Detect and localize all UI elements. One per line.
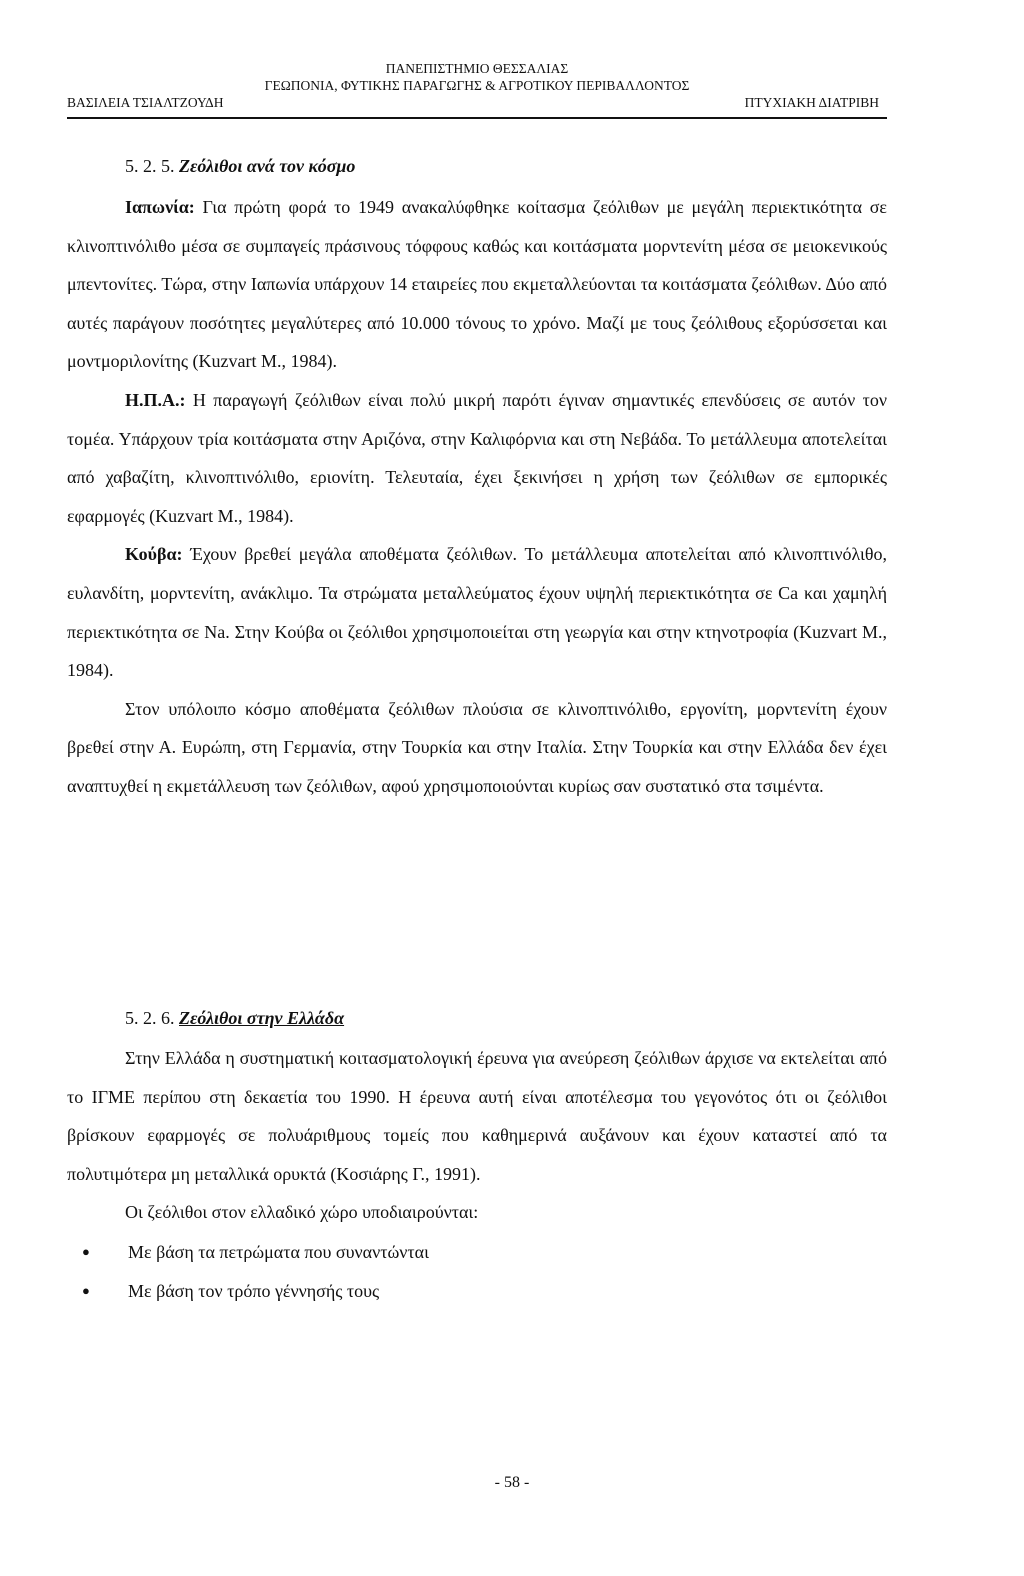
- section-number: 5. 2. 6.: [125, 1008, 175, 1028]
- header-rule: [67, 117, 887, 119]
- label-japan: Ιαπωνία:: [125, 197, 195, 217]
- text-cuba: Έχουν βρεθεί μεγάλα αποθέματα ζεόλιθων. Το μετάλλευμα αποτελείται από κλινοπτινόλιθο, ευλανδίτη, μορντενίτη, ανάκλιμο. Τα στρώματα μεταλλεύματος έχουν υψηλή περιεκτικότητα σε Ca και χαμηλή περιεκτικότητα σε Na. Στην Κούβα οι ζεόλιθοι χρησιμοποιείται στη γεωργία και στην κτηνοτροφία (Kuzvart M., 1984).: [67, 544, 888, 681]
- paragraph-usa: [67, 381, 887, 535]
- paragraph-intro: Οι ζεόλιθοι στον ελλαδικό χώρο υποδιαιρούνται:: [125, 1202, 479, 1223]
- section-title: Ζεόλιθοι στην Ελλάδα: [179, 1008, 345, 1028]
- thesis-type: ΠΤΥΧΙΑΚΗ ΔΙΑΤΡΙΒΗ: [744, 95, 879, 110]
- paragraph-japan: [67, 188, 887, 381]
- section-525-body: [67, 188, 887, 806]
- section-heading-525: [125, 156, 355, 177]
- label-cuba: Κούβα:: [125, 544, 183, 565]
- text-usa: Η παραγωγή ζεόλιθων είναι πολύ μικρή παρότι έγιναν σημαντικές επενδύσεις σε αυτόν τον τομέα. Υπάρχουν τρία κοιτάσματα στην Αριζόνα, στην Καλιφόρνια και στη Νεβάδα. Το μετάλλευμα αποτελείται από χαβαζίτη, κλινοπτινόλιθο, εριονίτη. Τελευταία, έχει ξεκινήσει η χρήση των ζεόλιθων σε εμπορικές εφαρμογές (Kuzvart M., 1984).: [67, 389, 888, 526]
- bullet-list: [82, 1233, 782, 1310]
- section-heading-526: [125, 1008, 344, 1029]
- label-usa: Η.Π.Α.:: [125, 389, 186, 410]
- paragraph-cuba: [67, 535, 887, 689]
- university-name: ΠΑΝΕΠΙΣΤΗΜΙΟ ΘΕΣΣΑΛΙΑΣ: [385, 61, 569, 76]
- header-info-row: [67, 94, 887, 111]
- paragraph-rest-of-world: Στον υπόλοιπο κόσμο αποθέματα ζεόλιθων πλούσια σε κλινοπτινόλιθο, εργονίτη, μορντενίτη έχουν βρεθεί στην Α. Ευρώπη, στη Γερμανία, στην Τουρκία και στην Ιταλία. Στην Τουρκία και στην Ελλάδα δεν έχει αναπτυχθεί η εκμετάλλευση των ζεόλιθων, αφού χρησιμοποιούνται κυρίως σαν συστατικό στα τσιμέντα.: [67, 698, 887, 796]
- section-title: Ζεόλιθοι ανά τον κόσμο: [179, 156, 356, 176]
- paragraph-greece: Στην Ελλάδα η συστηματική κοιτασματολογική έρευνα για ανεύρεση ζεόλιθων άρχισε να εκτελείται από το ΙΓΜΕ περίπου στη δεκαετία του 1990. Η έρευνα αυτή είναι αποτέλεσμα του γεγονότος ότι οι ζεόλιθοι βρίσκουν εφαρμογές σε πολυάριθμους τομείς που καθημερινά αυξάνουν και έχουν καταστεί από τα πολυτιμότερα μη μεταλλικά ορυκτά (Κοσιάρης Γ., 1991).: [67, 1048, 887, 1184]
- text-japan: Για πρώτη φορά το 1949 ανακαλύφθηκε κοίτασμα ζεόλιθων με μεγάλη περιεκτικότητα σε κλινοπτινόλιθο μέσα σε συμπαγείς πράσινους τόφφους καθώς και κοιτάσματα μορντενίτη μέσα σε μειοκενικούς μπεντονίτες. Τώρα, στην Ιαπωνία υπάρχουν 14 εταιρείες που εκμεταλλεύονται τα κοιτάσματα ζεόλιθων. Δύο από αυτές παράγουν ποσότητες μεγαλύτερες από 10.000 τόνους το χρόνο. Μαζί με τους ζεόλιθους εξορύσσεται και μοντμοριλονίτης (Kuzvart M., 1984).: [67, 197, 887, 372]
- list-item: ● Με βάση τον τρόπο γέννησής τους: [82, 1272, 782, 1311]
- section-526-body: [67, 1039, 887, 1232]
- page-header: [67, 60, 887, 111]
- department-name: ΓΕΩΠΟΝΙΑ, ΦΥΤΙΚΗΣ ΠΑΡΑΓΩΓΗΣ & ΑΓΡΟΤΙΚΟΥ ΠΕΡΙΒΑΛΛΟΝΤΟΣ: [264, 78, 690, 93]
- list-item: ● Με βάση τα πετρώματα που συναντώνται: [82, 1233, 782, 1272]
- page-number: - 58 -: [494, 1474, 530, 1491]
- author-name: ΒΑΣΙΛΕΙΑ ΤΣΙΑΛΤΖΟΥΔΗ: [67, 95, 224, 110]
- section-number: 5. 2. 5.: [125, 156, 175, 176]
